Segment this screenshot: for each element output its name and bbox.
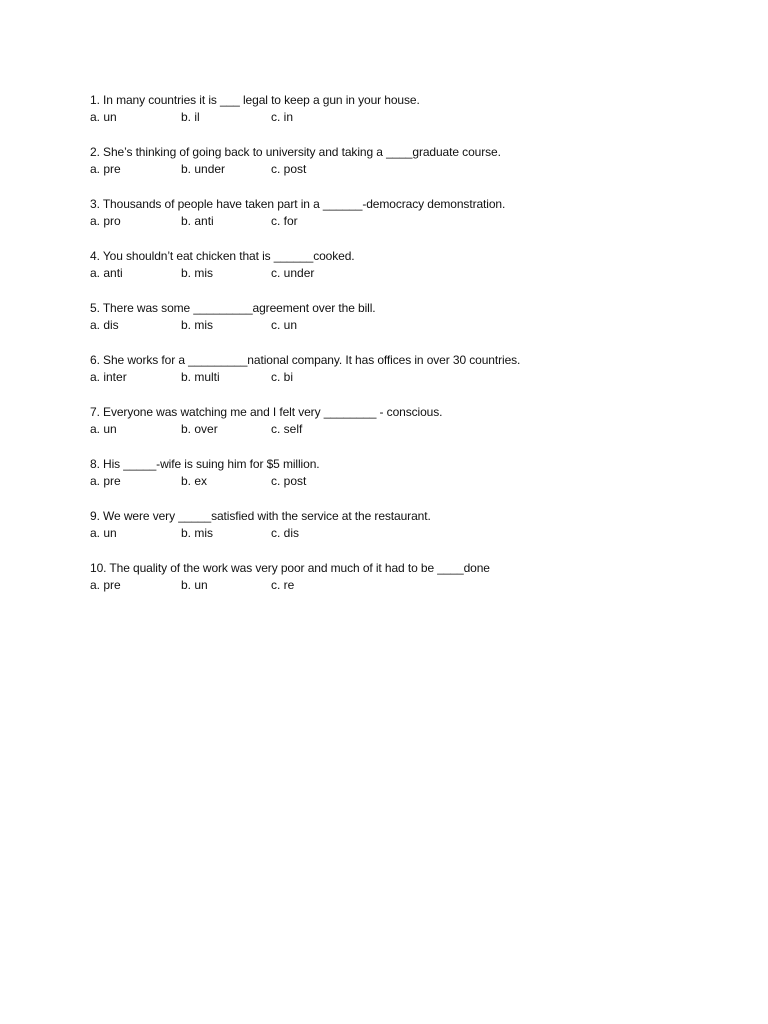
option-c: c. re <box>271 578 295 592</box>
question-6 <box>90 352 730 404</box>
answer-options <box>90 473 730 490</box>
question-stem: 6. She works for a _________national company. It has offices in over 30 countries. <box>90 353 521 367</box>
option-a: a. pre <box>90 578 121 592</box>
option-a: a. un <box>90 422 117 436</box>
option-b: b. un <box>181 578 208 592</box>
option-b: b. over <box>181 422 218 436</box>
option-c: c. dis <box>271 526 300 540</box>
question-stem: 4. You shouldn’t eat chicken that is ______cooked. <box>90 249 355 263</box>
question-stem: 2. She’s thinking of going back to university and taking a ____graduate course. <box>90 145 501 159</box>
answer-options <box>90 317 730 334</box>
question-stem: 10. The quality of the work was very poor and much of it had to be ____done <box>90 561 490 575</box>
answer-options <box>90 421 730 438</box>
question-1 <box>90 92 730 144</box>
option-a: a. dis <box>90 318 119 332</box>
question-4 <box>90 248 730 300</box>
worksheet <box>90 92 730 612</box>
question-stem: 8. His _____-wife is suing him for $5 million. <box>90 457 320 471</box>
question-stem: 7. Everyone was watching me and I felt very ________ - conscious. <box>90 405 443 419</box>
option-c: c. in <box>271 110 294 124</box>
question-stem: 1. In many countries it is ___ legal to keep a gun in your house. <box>90 93 420 107</box>
option-b: b. anti <box>181 214 214 228</box>
question-stem: 3. Thousands of people have taken part in a ______-democracy demonstration. <box>90 197 506 211</box>
option-c: c. for <box>271 214 298 228</box>
answer-options <box>90 161 730 178</box>
option-b: b. under <box>181 162 226 176</box>
question-8 <box>90 456 730 508</box>
question-5 <box>90 300 730 352</box>
option-c: c. under <box>271 266 315 280</box>
answer-options <box>90 525 730 542</box>
option-b: b. mis <box>181 526 214 540</box>
option-a: a. pre <box>90 162 121 176</box>
question-9 <box>90 508 730 560</box>
option-a: a. pro <box>90 214 121 228</box>
answer-options <box>90 369 730 386</box>
option-a: a. pre <box>90 474 121 488</box>
question-stem: 9. We were very _____satisfied with the service at the restaurant. <box>90 509 431 523</box>
option-b: b. multi <box>181 370 220 384</box>
answer-options <box>90 265 730 282</box>
question-2 <box>90 144 730 196</box>
option-b: b. il <box>181 110 200 124</box>
answer-options <box>90 577 730 594</box>
option-c: c. post <box>271 474 307 488</box>
option-a: a. anti <box>90 266 123 280</box>
option-b: b. ex <box>181 474 208 488</box>
option-c: c. un <box>271 318 298 332</box>
option-b: b. mis <box>181 318 214 332</box>
question-10 <box>90 560 730 612</box>
option-c: c. bi <box>271 370 294 384</box>
option-a: a. un <box>90 110 117 124</box>
option-c: c. self <box>271 422 303 436</box>
option-a: a. un <box>90 526 117 540</box>
option-c: c. post <box>271 162 307 176</box>
answer-options <box>90 109 730 126</box>
question-stem: 5. There was some _________agreement over the bill. <box>90 301 376 315</box>
option-b: b. mis <box>181 266 214 280</box>
question-7 <box>90 404 730 456</box>
answer-options <box>90 213 730 230</box>
question-3 <box>90 196 730 248</box>
option-a: a. inter <box>90 370 127 384</box>
